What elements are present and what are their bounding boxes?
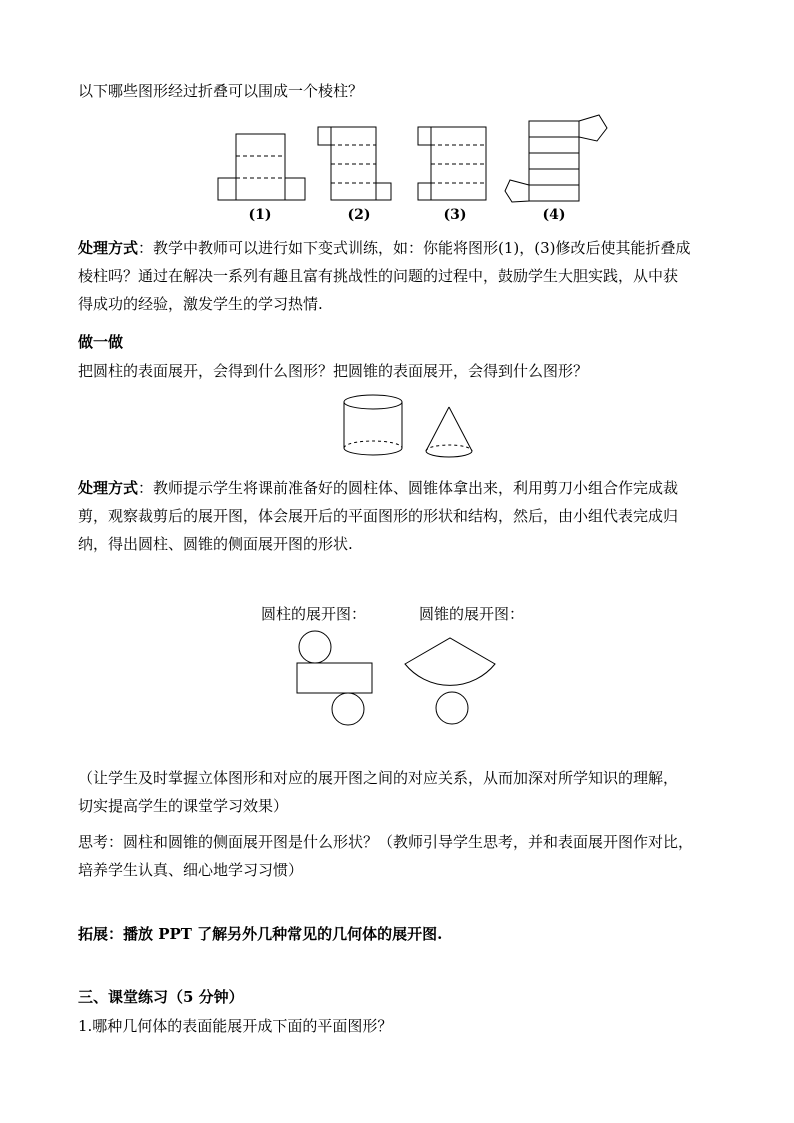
net-label-2: (2)	[347, 207, 371, 223]
activity-heading: 做一做	[78, 333, 124, 351]
method-1-paragraph: 处理方式：教学中教师可以进行如下变式训练，如：你能将图形(1)，(3)修改后使其能折叠成 棱柱吗？通过在解决一系列有趣且富有挑战性的问题的过程中，鼓励学生大胆实践，从中获 得成功的经验，激发学生的学习热情.	[78, 239, 691, 313]
net-label-4: (4)	[542, 207, 566, 223]
section-3-heading: 三、课堂练习（5 分钟）	[78, 988, 244, 1006]
cylinder-net	[297, 631, 372, 725]
thinking-paragraph: 思考：圆柱和圆锥的侧面展开图是什么形状？（教师引导学生思考，并和表面展开图作对比， 培养学生认真、细心地学习习惯）	[78, 833, 694, 879]
extension-line: 拓展：播放 PPT 了解另外几种常见的几何体的展开图.	[78, 925, 443, 943]
method-2-label: 处理方式	[78, 479, 139, 497]
section-3-question-1: 1.哪种几何体的表面能展开成下面的平面图形？	[78, 1017, 393, 1035]
intro-question: 以下哪些图形经过折叠可以围成一个棱柱？	[78, 82, 364, 100]
cone-net-caption: 圆锥的展开图：	[419, 605, 525, 623]
cylinder-net-caption: 圆柱的展开图：	[261, 605, 367, 623]
note-paragraph: （让学生及时掌握立体图形和对应的展开图之间的对应关系，从而加深对所学知识的理解， 切实提高学生的课堂学习效果）	[78, 769, 679, 815]
method-1-label: 处理方式	[78, 239, 139, 257]
net-label-1: (1)	[248, 207, 272, 223]
method-2-paragraph: 处理方式：教师提示学生将课前准备好的圆柱体、圆锥体拿出来，利用剪刀小组合作完成裁 剪，观察裁剪后的展开图，体会展开后的平面图形的形状和结构，然后，由小组代表完成归 纳，得出圆柱、圆锥的侧面展开图的形状.	[78, 479, 679, 553]
cone-net	[405, 638, 495, 724]
net-label-3: (3)	[443, 207, 467, 223]
activity-question: 把圆柱的表面展开，会得到什么图形？把圆锥的表面展开，会得到什么图形？	[78, 362, 589, 380]
